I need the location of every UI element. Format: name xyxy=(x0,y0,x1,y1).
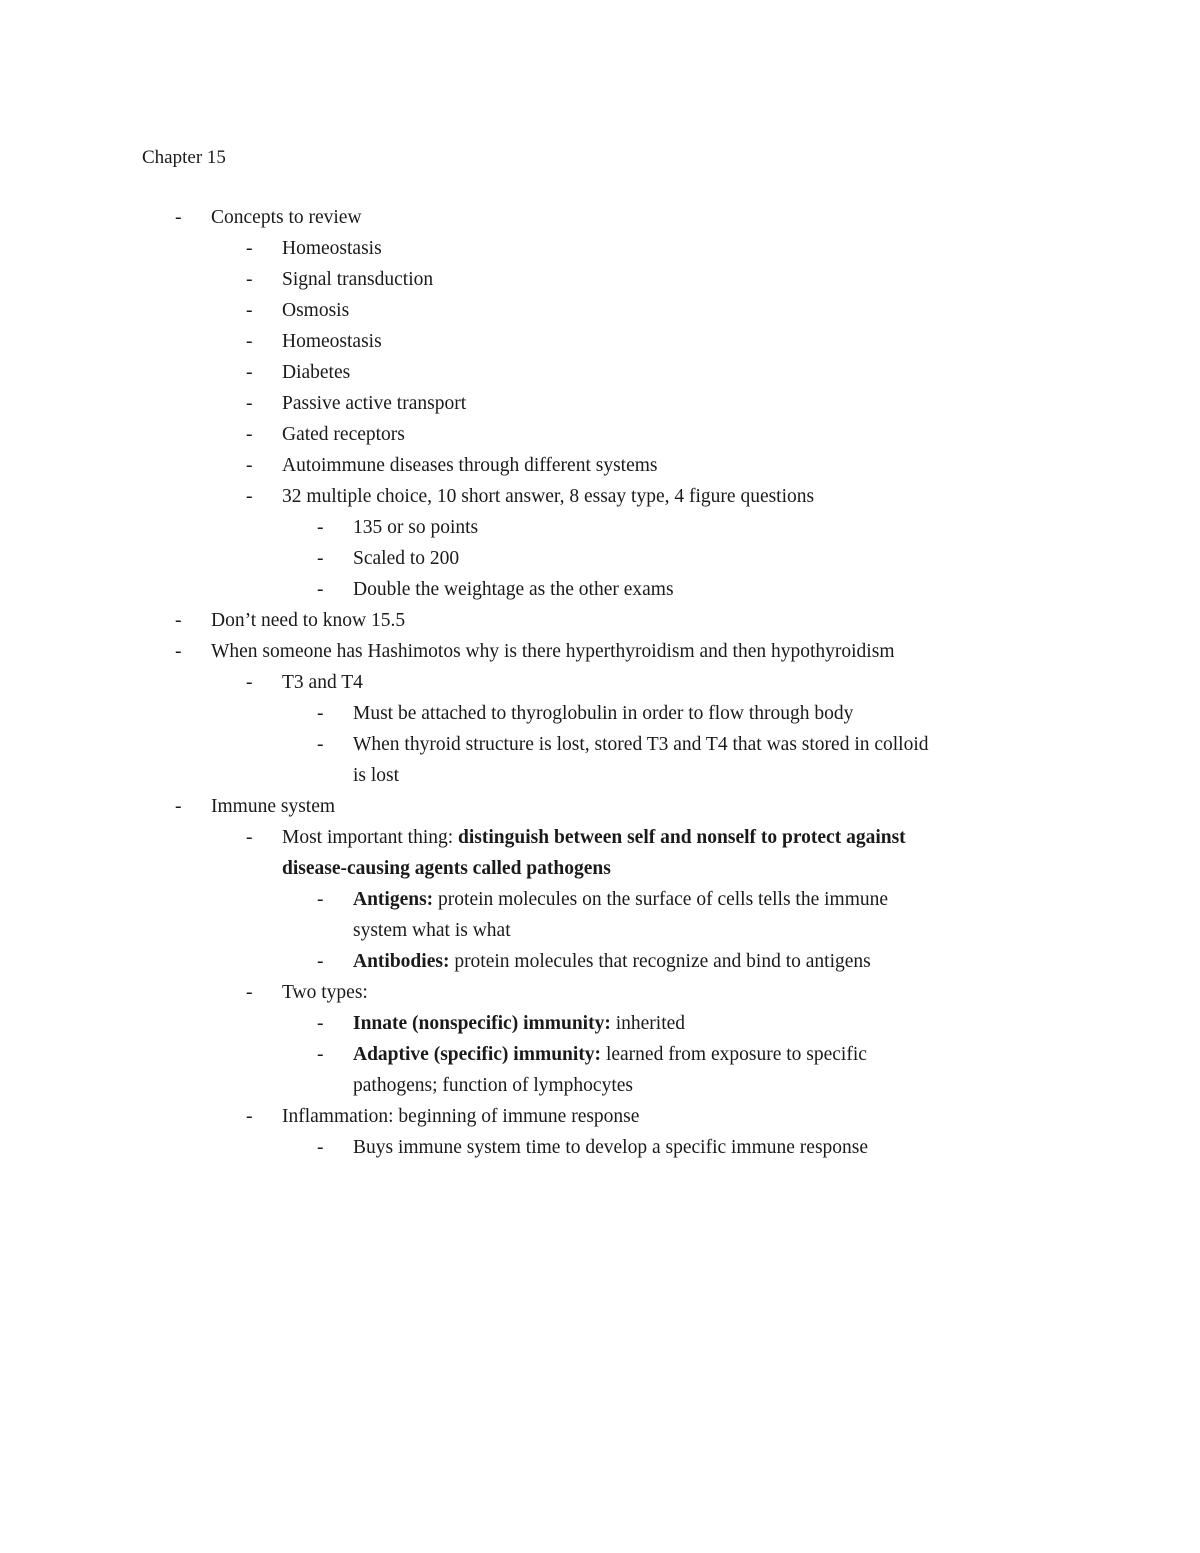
bullet-dash: - xyxy=(317,517,324,538)
definition-text: inherited xyxy=(610,1013,686,1034)
term-innate: Innate (nonspecific) immunity: xyxy=(353,1013,611,1034)
list-item xyxy=(0,946,1200,977)
bullet-dash: - xyxy=(317,889,324,910)
bullet-dash: - xyxy=(175,207,182,228)
list-item xyxy=(0,233,1200,264)
list-item-continuation xyxy=(0,760,1200,791)
item-text: Scaled to 200 xyxy=(353,548,460,569)
item-text xyxy=(353,1039,867,1070)
item-text xyxy=(353,884,888,915)
item-text: When someone has Hashimotos why is there hyperthyroidism and then hypothyroidism xyxy=(211,641,895,662)
item-text: When thyroid structure is lost, stored T3 and T4 that was stored in colloid xyxy=(353,734,929,755)
definition-text: learned from exposure to specific xyxy=(601,1044,867,1065)
bullet-dash: - xyxy=(317,579,324,600)
item-text: Buys immune system time to develop a specific immune response xyxy=(353,1137,869,1158)
bullet-dash: - xyxy=(246,455,253,476)
item-text: Signal transduction xyxy=(282,269,434,290)
item-text: Double the weightage as the other exams xyxy=(353,579,674,600)
item-text: Osmosis xyxy=(282,300,350,321)
bullet-dash: - xyxy=(317,734,324,755)
item-text: Autoimmune diseases through different systems xyxy=(282,455,658,476)
list-item xyxy=(0,512,1200,543)
item-bold-text: disease-causing agents called pathogens xyxy=(282,858,611,879)
list-item xyxy=(0,202,1200,233)
bullet-dash: - xyxy=(246,1106,253,1127)
document-title: Chapter 15 xyxy=(142,147,226,168)
list-item-continuation xyxy=(0,1070,1200,1101)
list-item xyxy=(0,326,1200,357)
item-text: Two types: xyxy=(282,982,368,1003)
list-item xyxy=(0,1101,1200,1132)
list-item-continuation xyxy=(0,853,1200,884)
list-item xyxy=(0,884,1200,915)
list-item xyxy=(0,822,1200,853)
item-text: is lost xyxy=(353,765,400,786)
item-text: Must be attached to thyroglobulin in order to flow through body xyxy=(353,703,854,724)
item-text xyxy=(282,822,906,853)
item-text: 32 multiple choice, 10 short answer, 8 essay type, 4 figure questions xyxy=(282,486,815,507)
bullet-dash: - xyxy=(246,672,253,693)
bullet-dash: - xyxy=(246,827,253,848)
list-item xyxy=(0,791,1200,822)
bullet-dash: - xyxy=(317,951,324,972)
bullet-dash: - xyxy=(246,486,253,507)
list-item xyxy=(0,388,1200,419)
bullet-dash: - xyxy=(175,610,182,631)
list-item xyxy=(0,977,1200,1008)
list-item xyxy=(0,357,1200,388)
term-antibodies: Antibodies: xyxy=(353,951,450,972)
bullet-dash: - xyxy=(317,703,324,724)
list-item xyxy=(0,419,1200,450)
item-lead-text: Most important thing: xyxy=(282,827,459,848)
item-text xyxy=(353,946,871,977)
bullet-dash: - xyxy=(246,424,253,445)
definition-text: protein molecules on the surface of cells tells the immune xyxy=(433,889,889,910)
list-item xyxy=(0,698,1200,729)
bullet-dash: - xyxy=(246,238,253,259)
item-text xyxy=(353,1008,685,1039)
list-item xyxy=(0,1132,1200,1163)
term-adaptive: Adaptive (specific) immunity: xyxy=(353,1044,602,1065)
bullet-dash: - xyxy=(317,1137,324,1158)
item-text: Homeostasis xyxy=(282,238,382,259)
list-item xyxy=(0,450,1200,481)
bullet-dash: - xyxy=(175,641,182,662)
list-item xyxy=(0,1008,1200,1039)
item-text: T3 and T4 xyxy=(282,672,363,693)
term-antigens: Antigens: xyxy=(353,889,434,910)
bullet-dash: - xyxy=(246,269,253,290)
item-text: Immune system xyxy=(211,796,336,817)
item-text: 135 or so points xyxy=(353,517,479,538)
item-text: Don’t need to know 15.5 xyxy=(211,610,406,631)
list-item xyxy=(0,1039,1200,1070)
list-item xyxy=(0,543,1200,574)
list-item xyxy=(0,295,1200,326)
list-item xyxy=(0,729,1200,760)
item-text: Inflammation: beginning of immune response xyxy=(282,1106,640,1127)
bullet-dash: - xyxy=(246,393,253,414)
item-text: Passive active transport xyxy=(282,393,467,414)
definition-text: protein molecules that recognize and bind to antigens xyxy=(449,951,871,972)
list-item xyxy=(0,574,1200,605)
list-item xyxy=(0,605,1200,636)
item-text: Concepts to review xyxy=(211,207,362,228)
bullet-dash: - xyxy=(246,982,253,1003)
bullet-dash: - xyxy=(317,548,324,569)
list-item xyxy=(0,481,1200,512)
item-text: Diabetes xyxy=(282,362,351,383)
list-item xyxy=(0,636,1200,667)
list-item xyxy=(0,264,1200,295)
item-bold-text: distinguish between self and nonself to protect against xyxy=(458,827,906,848)
bullet-dash: - xyxy=(246,331,253,352)
notes-list xyxy=(0,202,1200,1163)
item-text: system what is what xyxy=(353,920,511,941)
item-text: Gated receptors xyxy=(282,424,405,445)
bullet-dash: - xyxy=(246,300,253,321)
item-text: Homeostasis xyxy=(282,331,382,352)
list-item-continuation xyxy=(0,915,1200,946)
list-item xyxy=(0,667,1200,698)
bullet-dash: - xyxy=(175,796,182,817)
item-text: pathogens; function of lymphocytes xyxy=(353,1075,633,1096)
bullet-dash: - xyxy=(317,1013,324,1034)
bullet-dash: - xyxy=(246,362,253,383)
bullet-dash: - xyxy=(317,1044,324,1065)
